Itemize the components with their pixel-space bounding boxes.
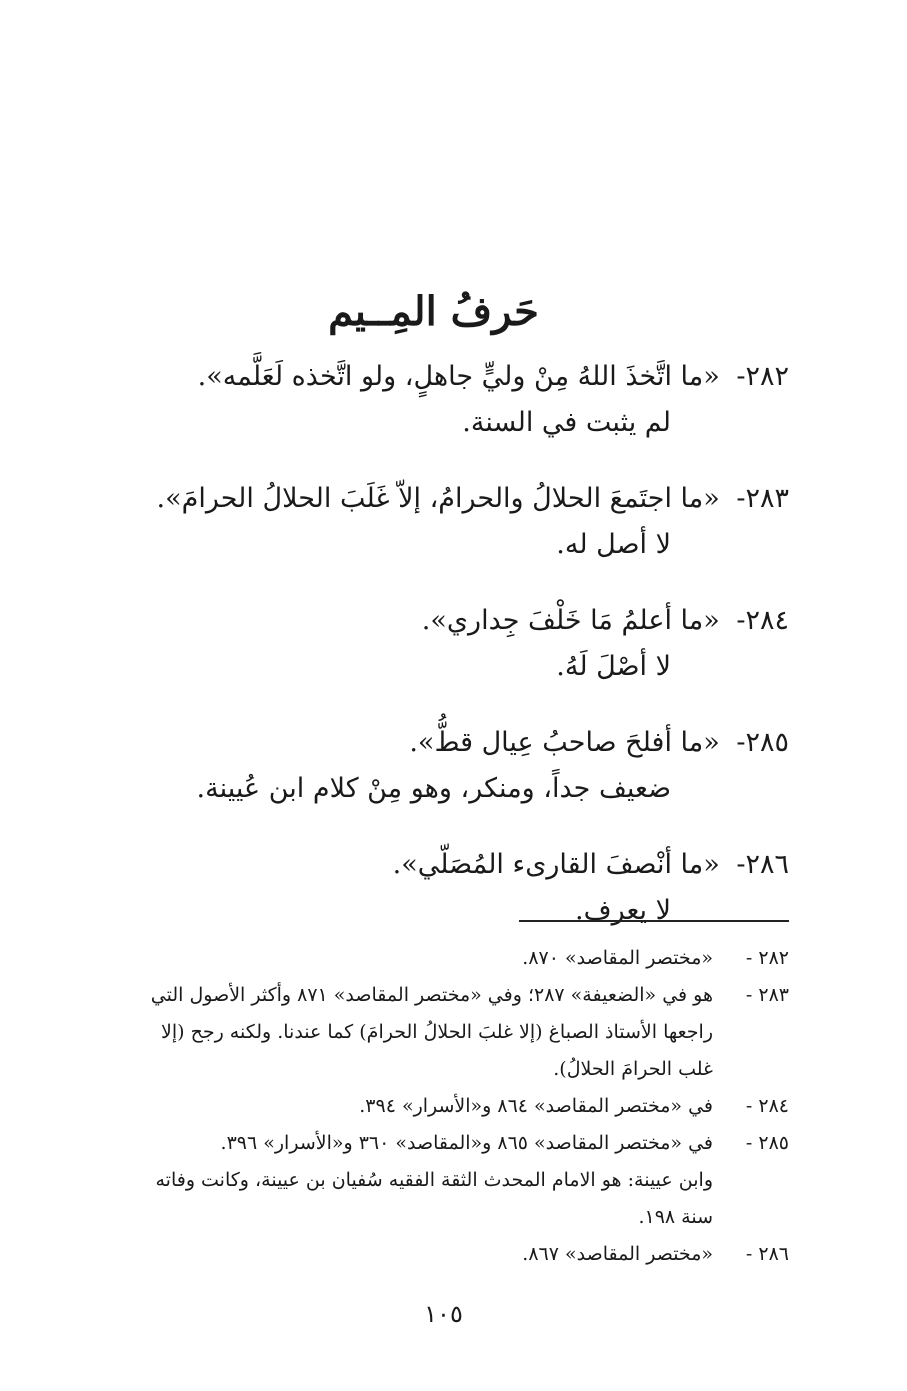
chapter-title: حَرفُ المِــيم — [328, 288, 539, 335]
footnote — [99, 977, 789, 1088]
entry-number: ٢٨٣- — [736, 483, 789, 514]
footnote-line: هو في «الضعيفة» ٢٨٧؛ وفي «مختصر المقاصد» ٨٧١ وأكثر الأصول التي — [150, 984, 713, 1006]
footnote-divider — [519, 920, 789, 922]
footnote-line: وابن عيينة: هو الامام المحدث الثقة الفقيه سُفيان بن عيينة، وكانت وفاته — [155, 1169, 713, 1191]
entry-text: «ما أعلمُ مَا خَلْفَ جِداري». — [421, 605, 720, 636]
footnote-continuation — [99, 1162, 789, 1236]
entry-number: ٢٨٢- — [736, 361, 789, 392]
footnote-number: ٢٨٥ - — [745, 1132, 789, 1154]
entry-note: لا أصْلَ لَهُ. — [556, 651, 671, 682]
entry-note: لا أصل له. — [556, 529, 671, 560]
footnotes — [99, 940, 789, 1273]
entry-text: «ما اجتَمعَ الحلالُ والحرامُ، إلاّ غَلَبَ الحلالُ الحرامَ». — [156, 483, 720, 514]
footnote — [99, 1088, 789, 1125]
footnote-line: راجعها الأستاذ الصباغ (إلا غلبَ الحلالُ الحرامَ) كما عندنا. ولكنه رجح (إلا — [161, 1021, 713, 1043]
footnote-number: ٢٨٤ - — [745, 1095, 789, 1117]
entry-note: لا يعرف. — [575, 895, 671, 926]
footnote-number: ٢٨٢ - — [745, 947, 789, 969]
entry-text: «ما اتَّخذَ اللهُ مِنْ وليٍّ جاهلٍ، ولو اتَّخذه لَعَلَّمه». — [197, 361, 720, 392]
entry — [89, 721, 789, 813]
entry-number: ٢٨٥- — [736, 727, 789, 758]
entry-note: ضعيف جداً، ومنكر، وهو مِنْ كلام ابن عُيينة. — [196, 773, 671, 804]
footnote-line: «مختصر المقاصد» ٨٧٠. — [522, 947, 713, 969]
entry-number: ٢٨٦- — [736, 849, 789, 880]
entry — [89, 355, 789, 447]
footnote-line: في «مختصر المقاصد» ٨٦٥ و«المقاصد» ٣٦٠ و«الأسرار» ٣٩٦. — [220, 1132, 713, 1154]
footnote — [99, 1125, 789, 1162]
footnote — [99, 1236, 789, 1273]
page-number: ١٠٥ — [424, 1300, 463, 1328]
footnote-line: «مختصر المقاصد» ٨٦٧. — [522, 1243, 713, 1265]
entry-text: «ما أفلحَ صاحبُ عِيال قطُّ». — [409, 727, 720, 758]
footnote — [99, 940, 789, 977]
footnote-number: ٢٨٣ - — [745, 984, 789, 1006]
entry — [89, 599, 789, 691]
entry-number: ٢٨٤- — [736, 605, 789, 636]
footnote-line: سنة ١٩٨. — [638, 1206, 713, 1228]
entry-text: «ما أنْصفَ القارىء المُصَلّي». — [392, 849, 720, 880]
footnote-number: ٢٨٦ - — [745, 1243, 789, 1265]
entry — [89, 477, 789, 569]
footnote-line: في «مختصر المقاصد» ٨٦٤ و«الأسرار» ٣٩٤. — [359, 1095, 713, 1117]
footnote-line: غلب الحرامَ الحلالُ). — [553, 1058, 713, 1080]
entry-note: لم يثبت في السنة. — [462, 407, 671, 438]
entries-list — [89, 355, 789, 965]
